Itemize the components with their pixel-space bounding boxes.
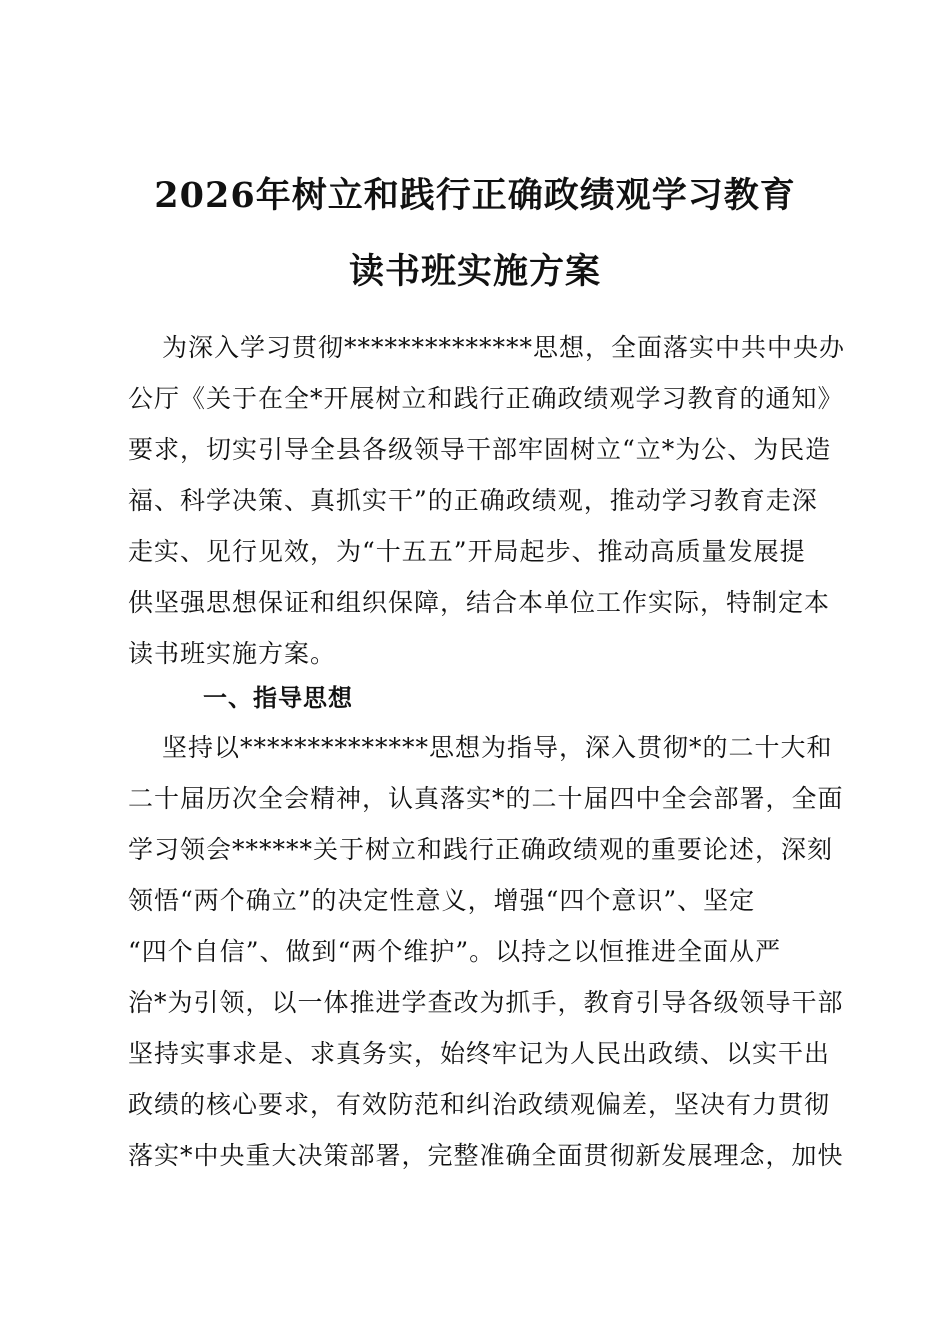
intro-paragraph [128, 322, 846, 679]
section1-paragraph [128, 722, 844, 1181]
intro-line: 读书班实施方案。 [128, 639, 337, 668]
document-title-line-1: 2026年树立和践行正确政绩观学习教育 [154, 175, 796, 216]
section1-line: 政绩的核心要求，有效防范和纠治政绩观偏差，坚决有力贯彻 [128, 1090, 831, 1119]
section-heading-guiding-ideology: 一、指导思想 [203, 684, 353, 712]
section1-line: 坚持实事求是、求真务实，始终牢记为人民出政绩、以实干出 [128, 1039, 831, 1068]
intro-line: 公厅《关于在全*开展树立和践行正确政绩观学习教育的通知》 [128, 384, 844, 413]
section1-line: 坚持以**************思想为指导，深入贯彻*的二十大和 [162, 733, 833, 762]
intro-line: 走实、见行见效，为“十五五”开局起步、推动高质量发展提 [128, 537, 806, 566]
intro-line: 为深入学习贯彻**************思想，全面落实中共中央办 [162, 333, 846, 362]
intro-line: 供坚强思想保证和组织保障，结合本单位工作实际，特制定本 [128, 588, 831, 617]
section1-line: 治*为引领，以一体推进学查改为抓手，教育引导各级领导干部 [128, 988, 844, 1017]
intro-line: 要求，切实引导全县各级领导干部牢固树立“立*为公、为民造 [128, 435, 832, 464]
section1-line: 学习领会******关于树立和践行正确政绩观的重要论述，深刻 [128, 835, 834, 864]
section1-line: 领悟“两个确立”的决定性意义，增强“四个意识”、坚定 [128, 886, 756, 915]
section1-line: 二十届历次全会精神，认真落实*的二十届四中全会部署，全面 [128, 784, 844, 813]
document-title-line-2: 读书班实施方案 [348, 251, 601, 292]
section1-line: “四个自信”、做到“两个维护”。以持之以恒推进全面从严 [128, 937, 782, 966]
intro-line: 福、科学决策、真抓实干”的正确政绩观，推动学习教育走深 [128, 486, 818, 515]
section1-line: 落实*中央重大决策部署，完整准确全面贯彻新发展理念，加快 [128, 1141, 844, 1170]
